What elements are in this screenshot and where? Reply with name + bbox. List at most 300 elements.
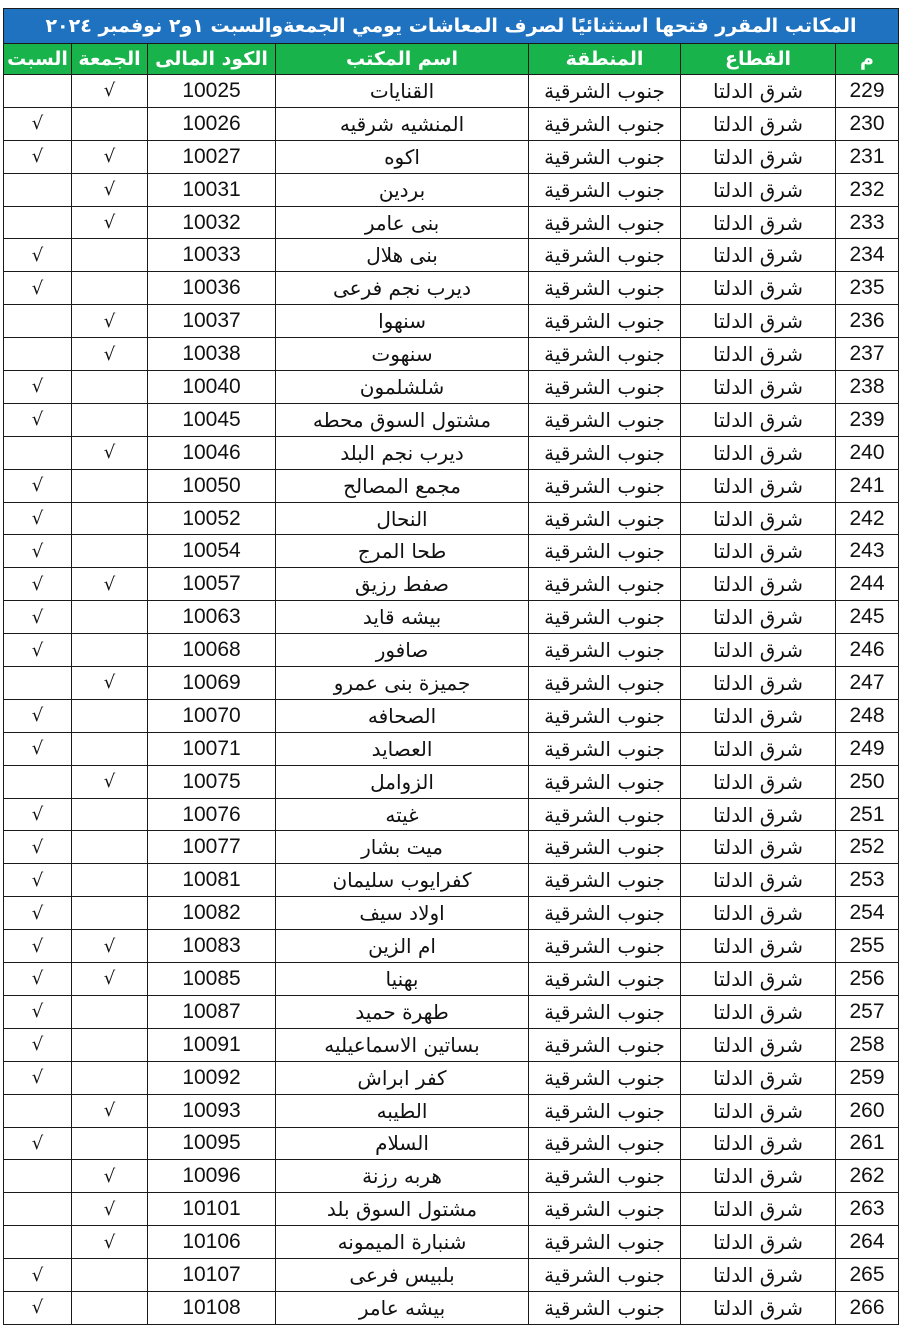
row-index: 254	[836, 897, 899, 930]
header-region: المنطقة	[529, 44, 681, 75]
financial-code-cell: 10054	[148, 535, 276, 568]
saturday-check: √	[4, 1061, 72, 1094]
region-cell: جنوب الشرقية	[529, 140, 681, 173]
sector-cell: شرق الدلتا	[681, 995, 836, 1028]
office-name-cell: بنى هلال	[276, 239, 529, 272]
sector-cell: شرق الدلتا	[681, 1094, 836, 1127]
header-sector: القطاع	[681, 44, 836, 75]
saturday-check	[4, 436, 72, 469]
friday-check: √	[72, 930, 148, 963]
office-name-cell: ميت بشار	[276, 831, 529, 864]
financial-code-cell: 10076	[148, 798, 276, 831]
row-index: 234	[836, 239, 899, 272]
sector-cell: شرق الدلتا	[681, 436, 836, 469]
friday-check	[72, 995, 148, 1028]
sector-cell: شرق الدلتا	[681, 963, 836, 996]
row-index: 263	[836, 1193, 899, 1226]
sector-cell: شرق الدلتا	[681, 1160, 836, 1193]
saturday-check	[4, 75, 72, 108]
row-index: 264	[836, 1226, 899, 1259]
table-row	[4, 173, 899, 206]
row-index: 252	[836, 831, 899, 864]
region-cell: جنوب الشرقية	[529, 667, 681, 700]
row-index: 248	[836, 699, 899, 732]
friday-check: √	[72, 75, 148, 108]
region-cell: جنوب الشرقية	[529, 831, 681, 864]
financial-code-cell: 10050	[148, 469, 276, 502]
office-name-cell: العصايد	[276, 732, 529, 765]
financial-code-cell: 10070	[148, 699, 276, 732]
office-name-cell: بيشه عامر	[276, 1291, 529, 1324]
row-index: 249	[836, 732, 899, 765]
office-name-cell: صفط رزيق	[276, 568, 529, 601]
friday-check: √	[72, 765, 148, 798]
friday-check: √	[72, 568, 148, 601]
table-row	[4, 568, 899, 601]
saturday-check	[4, 305, 72, 338]
row-index: 261	[836, 1127, 899, 1160]
table-row	[4, 206, 899, 239]
sector-cell: شرق الدلتا	[681, 930, 836, 963]
table-row	[4, 469, 899, 502]
table-row	[4, 1028, 899, 1061]
office-name-cell: شنبارة الميمونه	[276, 1226, 529, 1259]
sector-cell: شرق الدلتا	[681, 206, 836, 239]
friday-check	[72, 831, 148, 864]
row-index: 237	[836, 338, 899, 371]
saturday-check: √	[4, 502, 72, 535]
region-cell: جنوب الشرقية	[529, 864, 681, 897]
row-index: 244	[836, 568, 899, 601]
office-name-cell: اكوه	[276, 140, 529, 173]
region-cell: جنوب الشرقية	[529, 1259, 681, 1292]
saturday-check: √	[4, 995, 72, 1028]
office-name-cell: النحال	[276, 502, 529, 535]
row-index: 233	[836, 206, 899, 239]
office-name-cell: بردين	[276, 173, 529, 206]
row-index: 245	[836, 601, 899, 634]
table-row	[4, 634, 899, 667]
financial-code-cell: 10040	[148, 371, 276, 404]
region-cell: جنوب الشرقية	[529, 699, 681, 732]
region-cell: جنوب الشرقية	[529, 403, 681, 436]
region-cell: جنوب الشرقية	[529, 798, 681, 831]
office-name-cell: بلبيس فرعى	[276, 1259, 529, 1292]
friday-check	[72, 371, 148, 404]
financial-code-cell: 10052	[148, 502, 276, 535]
row-index: 231	[836, 140, 899, 173]
saturday-check	[4, 206, 72, 239]
office-name-cell: طهرة حميد	[276, 995, 529, 1028]
region-cell: جنوب الشرقية	[529, 601, 681, 634]
office-name-cell: الزوامل	[276, 765, 529, 798]
financial-code-cell: 10038	[148, 338, 276, 371]
row-index: 246	[836, 634, 899, 667]
header-friday: الجمعة	[72, 44, 148, 75]
sector-cell: شرق الدلتا	[681, 864, 836, 897]
region-cell: جنوب الشرقية	[529, 1028, 681, 1061]
friday-check	[72, 469, 148, 502]
sector-cell: شرق الدلتا	[681, 107, 836, 140]
friday-check: √	[72, 338, 148, 371]
sector-cell: شرق الدلتا	[681, 75, 836, 108]
friday-check: √	[72, 305, 148, 338]
region-cell: جنوب الشرقية	[529, 173, 681, 206]
friday-check	[72, 535, 148, 568]
region-cell: جنوب الشرقية	[529, 535, 681, 568]
sector-cell: شرق الدلتا	[681, 1028, 836, 1061]
office-name-cell: ديرب نجم فرعى	[276, 272, 529, 305]
office-name-cell: سنهوت	[276, 338, 529, 371]
table-row	[4, 403, 899, 436]
table-row	[4, 930, 899, 963]
table-row	[4, 798, 899, 831]
friday-check	[72, 502, 148, 535]
friday-check: √	[72, 667, 148, 700]
office-name-cell: بيشه قايد	[276, 601, 529, 634]
sector-cell: شرق الدلتا	[681, 634, 836, 667]
row-index: 230	[836, 107, 899, 140]
financial-code-cell: 10057	[148, 568, 276, 601]
friday-check: √	[72, 1226, 148, 1259]
saturday-check: √	[4, 140, 72, 173]
saturday-check: √	[4, 239, 72, 272]
region-cell: جنوب الشرقية	[529, 206, 681, 239]
friday-check	[72, 272, 148, 305]
table-row	[4, 502, 899, 535]
saturday-check: √	[4, 930, 72, 963]
region-cell: جنوب الشرقية	[529, 732, 681, 765]
saturday-check: √	[4, 831, 72, 864]
sector-cell: شرق الدلتا	[681, 239, 836, 272]
table-row	[4, 699, 899, 732]
saturday-check: √	[4, 732, 72, 765]
office-name-cell: اولاد سيف	[276, 897, 529, 930]
friday-check: √	[72, 1094, 148, 1127]
region-cell: جنوب الشرقية	[529, 1094, 681, 1127]
sector-cell: شرق الدلتا	[681, 469, 836, 502]
office-name-cell: القنايات	[276, 75, 529, 108]
table-row	[4, 995, 899, 1028]
region-cell: جنوب الشرقية	[529, 1291, 681, 1324]
financial-code-cell: 10025	[148, 75, 276, 108]
row-index: 250	[836, 765, 899, 798]
table-row	[4, 272, 899, 305]
table-row	[4, 436, 899, 469]
friday-check: √	[72, 206, 148, 239]
friday-check	[72, 1259, 148, 1292]
friday-check	[72, 1061, 148, 1094]
region-cell: جنوب الشرقية	[529, 1127, 681, 1160]
friday-check: √	[72, 963, 148, 996]
friday-check: √	[72, 140, 148, 173]
financial-code-cell: 10036	[148, 272, 276, 305]
sector-cell: شرق الدلتا	[681, 173, 836, 206]
row-index: 259	[836, 1061, 899, 1094]
row-index: 258	[836, 1028, 899, 1061]
office-name-cell: بنى عامر	[276, 206, 529, 239]
office-name-cell: الصحافه	[276, 699, 529, 732]
sector-cell: شرق الدلتا	[681, 831, 836, 864]
financial-code-cell: 10085	[148, 963, 276, 996]
table-body	[4, 75, 899, 1325]
sector-cell: شرق الدلتا	[681, 601, 836, 634]
saturday-check: √	[4, 798, 72, 831]
friday-check	[72, 239, 148, 272]
financial-code-cell: 10095	[148, 1127, 276, 1160]
financial-code-cell: 10045	[148, 403, 276, 436]
row-index: 236	[836, 305, 899, 338]
sector-cell: شرق الدلتا	[681, 502, 836, 535]
region-cell: جنوب الشرقية	[529, 1226, 681, 1259]
region-cell: جنوب الشرقية	[529, 1061, 681, 1094]
table-row	[4, 1127, 899, 1160]
financial-code-cell: 10069	[148, 667, 276, 700]
financial-code-cell: 10083	[148, 930, 276, 963]
table-row	[4, 535, 899, 568]
sector-cell: شرق الدلتا	[681, 667, 836, 700]
financial-code-cell: 10101	[148, 1193, 276, 1226]
row-index: 256	[836, 963, 899, 996]
office-name-cell: سنهوا	[276, 305, 529, 338]
saturday-check: √	[4, 403, 72, 436]
financial-code-cell: 10093	[148, 1094, 276, 1127]
row-index: 241	[836, 469, 899, 502]
sector-cell: شرق الدلتا	[681, 1193, 836, 1226]
financial-code-cell: 10046	[148, 436, 276, 469]
office-name-cell: المنشيه شرقيه	[276, 107, 529, 140]
office-name-cell: مجمع المصالح	[276, 469, 529, 502]
row-index: 260	[836, 1094, 899, 1127]
saturday-check: √	[4, 568, 72, 601]
financial-code-cell: 10075	[148, 765, 276, 798]
sector-cell: شرق الدلتا	[681, 798, 836, 831]
office-name-cell: مشتول السوق بلد	[276, 1193, 529, 1226]
financial-code-cell: 10108	[148, 1291, 276, 1324]
row-index: 255	[836, 930, 899, 963]
table-row	[4, 1291, 899, 1324]
saturday-check: √	[4, 535, 72, 568]
friday-check: √	[72, 1160, 148, 1193]
saturday-check	[4, 338, 72, 371]
financial-code-cell: 10031	[148, 173, 276, 206]
region-cell: جنوب الشرقية	[529, 338, 681, 371]
financial-code-cell: 10032	[148, 206, 276, 239]
table-row	[4, 1193, 899, 1226]
financial-code-cell: 10082	[148, 897, 276, 930]
financial-code-cell: 10106	[148, 1226, 276, 1259]
sector-cell: شرق الدلتا	[681, 535, 836, 568]
table-row	[4, 765, 899, 798]
row-index: 265	[836, 1259, 899, 1292]
financial-code-cell: 10077	[148, 831, 276, 864]
sector-cell: شرق الدلتا	[681, 338, 836, 371]
saturday-check: √	[4, 272, 72, 305]
office-name-cell: صافور	[276, 634, 529, 667]
financial-code-cell: 10092	[148, 1061, 276, 1094]
friday-check	[72, 601, 148, 634]
friday-check: √	[72, 1193, 148, 1226]
row-index: 238	[836, 371, 899, 404]
financial-code-cell: 10107	[148, 1259, 276, 1292]
saturday-check: √	[4, 371, 72, 404]
saturday-check	[4, 1094, 72, 1127]
row-index: 257	[836, 995, 899, 1028]
office-name-cell: بهنيا	[276, 963, 529, 996]
saturday-check	[4, 173, 72, 206]
financial-code-cell: 10026	[148, 107, 276, 140]
sector-cell: شرق الدلتا	[681, 765, 836, 798]
saturday-check	[4, 1193, 72, 1226]
row-index: 243	[836, 535, 899, 568]
region-cell: جنوب الشرقية	[529, 272, 681, 305]
friday-check	[72, 634, 148, 667]
office-name-cell: ديرب نجم البلد	[276, 436, 529, 469]
table-row	[4, 864, 899, 897]
friday-check	[72, 864, 148, 897]
sector-cell: شرق الدلتا	[681, 732, 836, 765]
table-row	[4, 1061, 899, 1094]
table-title: المكاتب المقرر فتحها استثنائيًا لصرف المعاشات يومي الجمعةوالسبت ١و٢ نوفمبر ٢٠٢٤	[4, 9, 899, 44]
row-index: 229	[836, 75, 899, 108]
header-financial-code: الكود المالى	[148, 44, 276, 75]
sector-cell: شرق الدلتا	[681, 1226, 836, 1259]
office-name-cell: بساتين الاسماعيليه	[276, 1028, 529, 1061]
region-cell: جنوب الشرقية	[529, 371, 681, 404]
office-name-cell: هربه رزنة	[276, 1160, 529, 1193]
row-index: 240	[836, 436, 899, 469]
friday-check	[72, 897, 148, 930]
saturday-check: √	[4, 601, 72, 634]
financial-code-cell: 10071	[148, 732, 276, 765]
office-name-cell: مشتول السوق محطه	[276, 403, 529, 436]
financial-code-cell: 10027	[148, 140, 276, 173]
row-index: 239	[836, 403, 899, 436]
table-row	[4, 667, 899, 700]
saturday-check: √	[4, 1028, 72, 1061]
table-row	[4, 305, 899, 338]
region-cell: جنوب الشرقية	[529, 1193, 681, 1226]
sector-cell: شرق الدلتا	[681, 305, 836, 338]
saturday-check: √	[4, 963, 72, 996]
region-cell: جنوب الشرقية	[529, 765, 681, 798]
friday-check	[72, 699, 148, 732]
sector-cell: شرق الدلتا	[681, 140, 836, 173]
office-name-cell: غيته	[276, 798, 529, 831]
friday-check	[72, 1291, 148, 1324]
saturday-check	[4, 667, 72, 700]
region-cell: جنوب الشرقية	[529, 436, 681, 469]
financial-code-cell: 10037	[148, 305, 276, 338]
region-cell: جنوب الشرقية	[529, 568, 681, 601]
table-row	[4, 831, 899, 864]
table-row	[4, 140, 899, 173]
saturday-check: √	[4, 699, 72, 732]
friday-check: √	[72, 173, 148, 206]
saturday-check: √	[4, 634, 72, 667]
friday-check: √	[72, 436, 148, 469]
region-cell: جنوب الشرقية	[529, 1160, 681, 1193]
row-index: 247	[836, 667, 899, 700]
row-index: 242	[836, 502, 899, 535]
region-cell: جنوب الشرقية	[529, 305, 681, 338]
sector-cell: شرق الدلتا	[681, 1061, 836, 1094]
row-index: 262	[836, 1160, 899, 1193]
table-row	[4, 601, 899, 634]
table-row	[4, 239, 899, 272]
region-cell: جنوب الشرقية	[529, 469, 681, 502]
saturday-check: √	[4, 107, 72, 140]
region-cell: جنوب الشرقية	[529, 897, 681, 930]
sector-cell: شرق الدلتا	[681, 371, 836, 404]
table-row	[4, 1094, 899, 1127]
header-office-name: اسم المكتب	[276, 44, 529, 75]
row-index: 232	[836, 173, 899, 206]
sector-cell: شرق الدلتا	[681, 568, 836, 601]
financial-code-cell: 10068	[148, 634, 276, 667]
friday-check	[72, 798, 148, 831]
friday-check	[72, 107, 148, 140]
region-cell: جنوب الشرقية	[529, 502, 681, 535]
row-index: 253	[836, 864, 899, 897]
table-row	[4, 371, 899, 404]
financial-code-cell: 10063	[148, 601, 276, 634]
header-saturday: السبت	[4, 44, 72, 75]
saturday-check	[4, 1226, 72, 1259]
table-row	[4, 963, 899, 996]
saturday-check: √	[4, 1127, 72, 1160]
table-row	[4, 1226, 899, 1259]
office-name-cell: طحا المرج	[276, 535, 529, 568]
row-index: 235	[836, 272, 899, 305]
table-row	[4, 1259, 899, 1292]
table-row	[4, 897, 899, 930]
offices-sheet	[3, 8, 898, 1325]
saturday-check: √	[4, 469, 72, 502]
friday-check	[72, 1127, 148, 1160]
table-row	[4, 75, 899, 108]
friday-check	[72, 1028, 148, 1061]
financial-code-cell: 10033	[148, 239, 276, 272]
office-name-cell: الطيبه	[276, 1094, 529, 1127]
region-cell: جنوب الشرقية	[529, 75, 681, 108]
friday-check	[72, 403, 148, 436]
office-name-cell: ام الزين	[276, 930, 529, 963]
office-name-cell: السلام	[276, 1127, 529, 1160]
offices-table	[3, 8, 899, 1325]
office-name-cell: كفرايوب سليمان	[276, 864, 529, 897]
sector-cell: شرق الدلتا	[681, 1127, 836, 1160]
region-cell: جنوب الشرقية	[529, 107, 681, 140]
financial-code-cell: 10081	[148, 864, 276, 897]
sector-cell: شرق الدلتا	[681, 1259, 836, 1292]
office-name-cell: شلشلمون	[276, 371, 529, 404]
sector-cell: شرق الدلتا	[681, 897, 836, 930]
table-row	[4, 107, 899, 140]
header-row	[4, 44, 899, 75]
table-row	[4, 732, 899, 765]
friday-check	[72, 732, 148, 765]
region-cell: جنوب الشرقية	[529, 634, 681, 667]
saturday-check: √	[4, 864, 72, 897]
financial-code-cell: 10096	[148, 1160, 276, 1193]
row-index: 251	[836, 798, 899, 831]
saturday-check	[4, 1160, 72, 1193]
sector-cell: شرق الدلتا	[681, 699, 836, 732]
sector-cell: شرق الدلتا	[681, 1291, 836, 1324]
office-name-cell: كفر ابراش	[276, 1061, 529, 1094]
row-index: 266	[836, 1291, 899, 1324]
